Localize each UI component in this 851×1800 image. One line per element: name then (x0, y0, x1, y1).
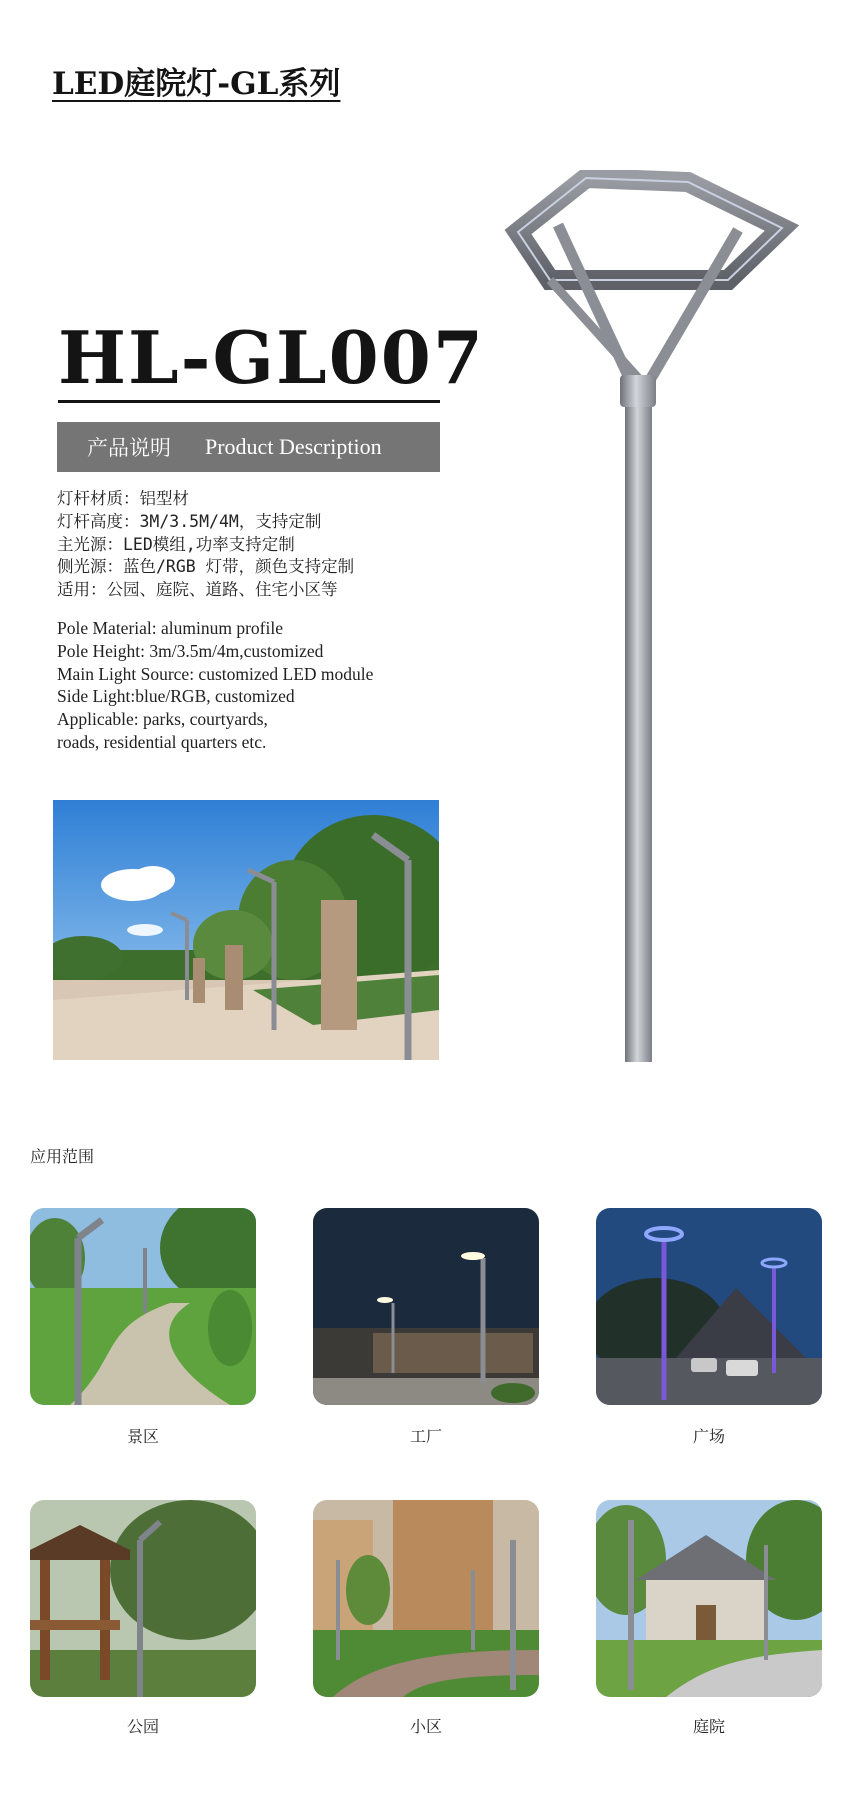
spec-sidelight-en: Side Light:blue/RGB, customized (57, 686, 295, 707)
application-label-factory: 工厂 (409, 1427, 442, 1446)
description-label-cn: 产品说明 (87, 436, 171, 460)
series-title: LED庭院灯-GL系列 (52, 66, 341, 102)
spec-material-en: Pole Material: aluminum profile (57, 618, 283, 638)
applications-heading: 应用范围 (30, 1147, 95, 1166)
specs-en (57, 617, 387, 754)
installation-photo (53, 800, 439, 1060)
specs-cn (57, 488, 457, 602)
spec-height-en: Pole Height: 3m/3.5m/4m,customized (57, 640, 324, 661)
application-label-plaza: 广场 (692, 1427, 725, 1446)
application-tile-courtyard (596, 1500, 822, 1697)
description-label-en: Product Description (205, 434, 382, 459)
application-label-courtyard: 庭院 (692, 1717, 725, 1736)
application-tile-park (30, 1500, 256, 1697)
application-tile-community (313, 1500, 539, 1697)
spec-light-en: Main Light Source: customized LED module (57, 663, 374, 684)
application-tile-factory (313, 1208, 539, 1405)
application-label-park: 公园 (126, 1717, 159, 1736)
spec-height-cn: 灯杆高度：3M/3.5M/4M，支持定制 (57, 511, 322, 531)
application-tile-scenic (30, 1208, 256, 1405)
application-label-community: 小区 (409, 1717, 442, 1736)
product-lamp-render (490, 170, 800, 1062)
model-underline (58, 400, 440, 403)
spec-material-cn: 灯杆材质：铝型材 (57, 489, 189, 508)
spec-applicable-en: Applicable: parks, courtyards, (57, 709, 268, 730)
spec-applicable-en-2: roads, residential quarters etc. (57, 731, 267, 752)
application-label-scenic: 景区 (126, 1427, 159, 1446)
spec-applicable-cn: 适用：公园、庭院、道路、住宅小区等 (57, 580, 338, 600)
product-model: HL-GL007 (58, 315, 485, 400)
application-tile-plaza (596, 1208, 822, 1405)
description-bar (57, 422, 440, 472)
spec-sidelight-cn: 侧光源：蓝色/RGB 灯带，颜色支持定制 (57, 557, 355, 577)
spec-light-cn: 主光源：LED模组,功率支持定制 (57, 534, 295, 554)
